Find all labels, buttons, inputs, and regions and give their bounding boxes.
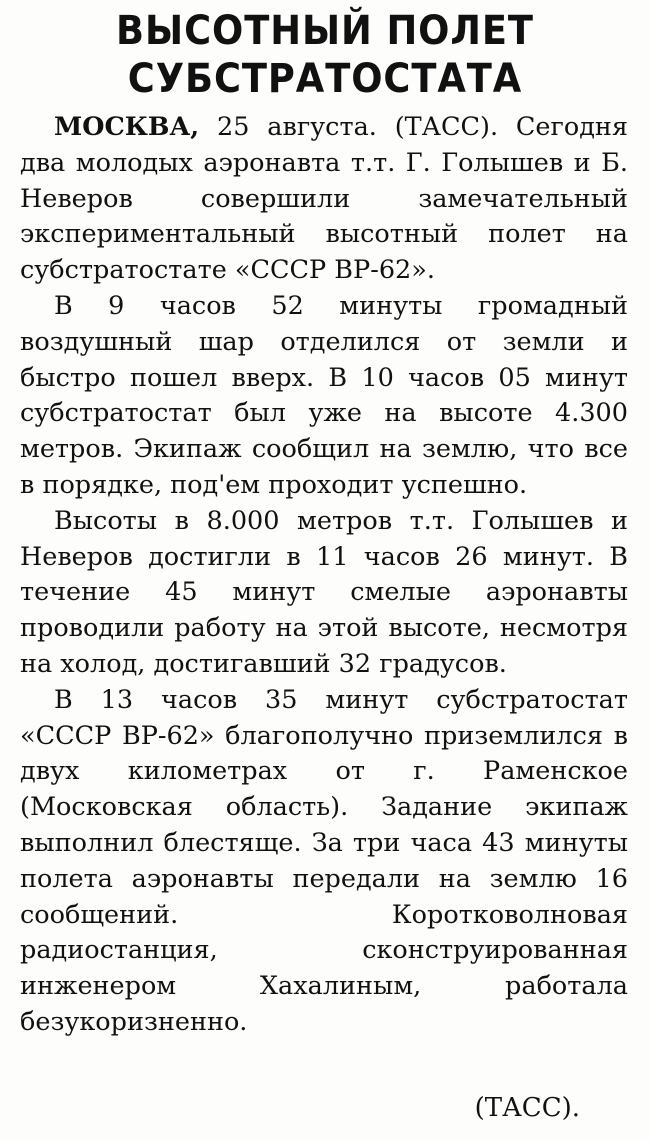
- paragraph-1-text: 25 августа. (ТАСС). Сегодня два молодых аэронавта т.т. Г. Голышев и Б. Неверов совершили замечательный экспериментальный высотный полет на субстратостате «СССР ВР-62».: [20, 112, 628, 286]
- headline-line-2: СУБСТРАТОСТАТА: [127, 56, 523, 102]
- paragraph-4: В 13 часов 35 минут субстратостат «СССР ВР-62» благополучно приземлился в двух километрах от г. Раменское (Московская область). Задание экипаж выполнил блестяще. За три часа 43 минуты полета аэронавты передали на землю 16 сообщений. Коротковолновая радиостанция, сконструированная инженером Хахалиным, работала безукоризненно.: [20, 684, 628, 1037]
- headline-line-1: ВЫСОТНЫЙ ПОЛЕТ: [116, 8, 534, 54]
- article-body: [20, 110, 628, 1041]
- paragraph-2: В 9 часов 52 минуты громадный воздушный шар отделился от земли и быстро пошел вверх. В 10 часов 05 минут субстратостат был уже на высоте 4.300 метров. Экипаж сообщил на землю, что все в порядке, под'ем проходит успешно.: [20, 290, 628, 500]
- paragraph-3: Высоты в 8.000 метров т.т. Голышев и Неверов достигли в 11 часов 26 минут. В течение 45 минут смелые аэронавты проводили работу на этой высоте, несмотря на холод, достигавший 32 градусов.: [20, 505, 628, 679]
- paragraph-1: [20, 110, 628, 289]
- dateline-city: МОСКВА,: [54, 112, 200, 142]
- agency-signature: (ТАСС).: [474, 1093, 580, 1123]
